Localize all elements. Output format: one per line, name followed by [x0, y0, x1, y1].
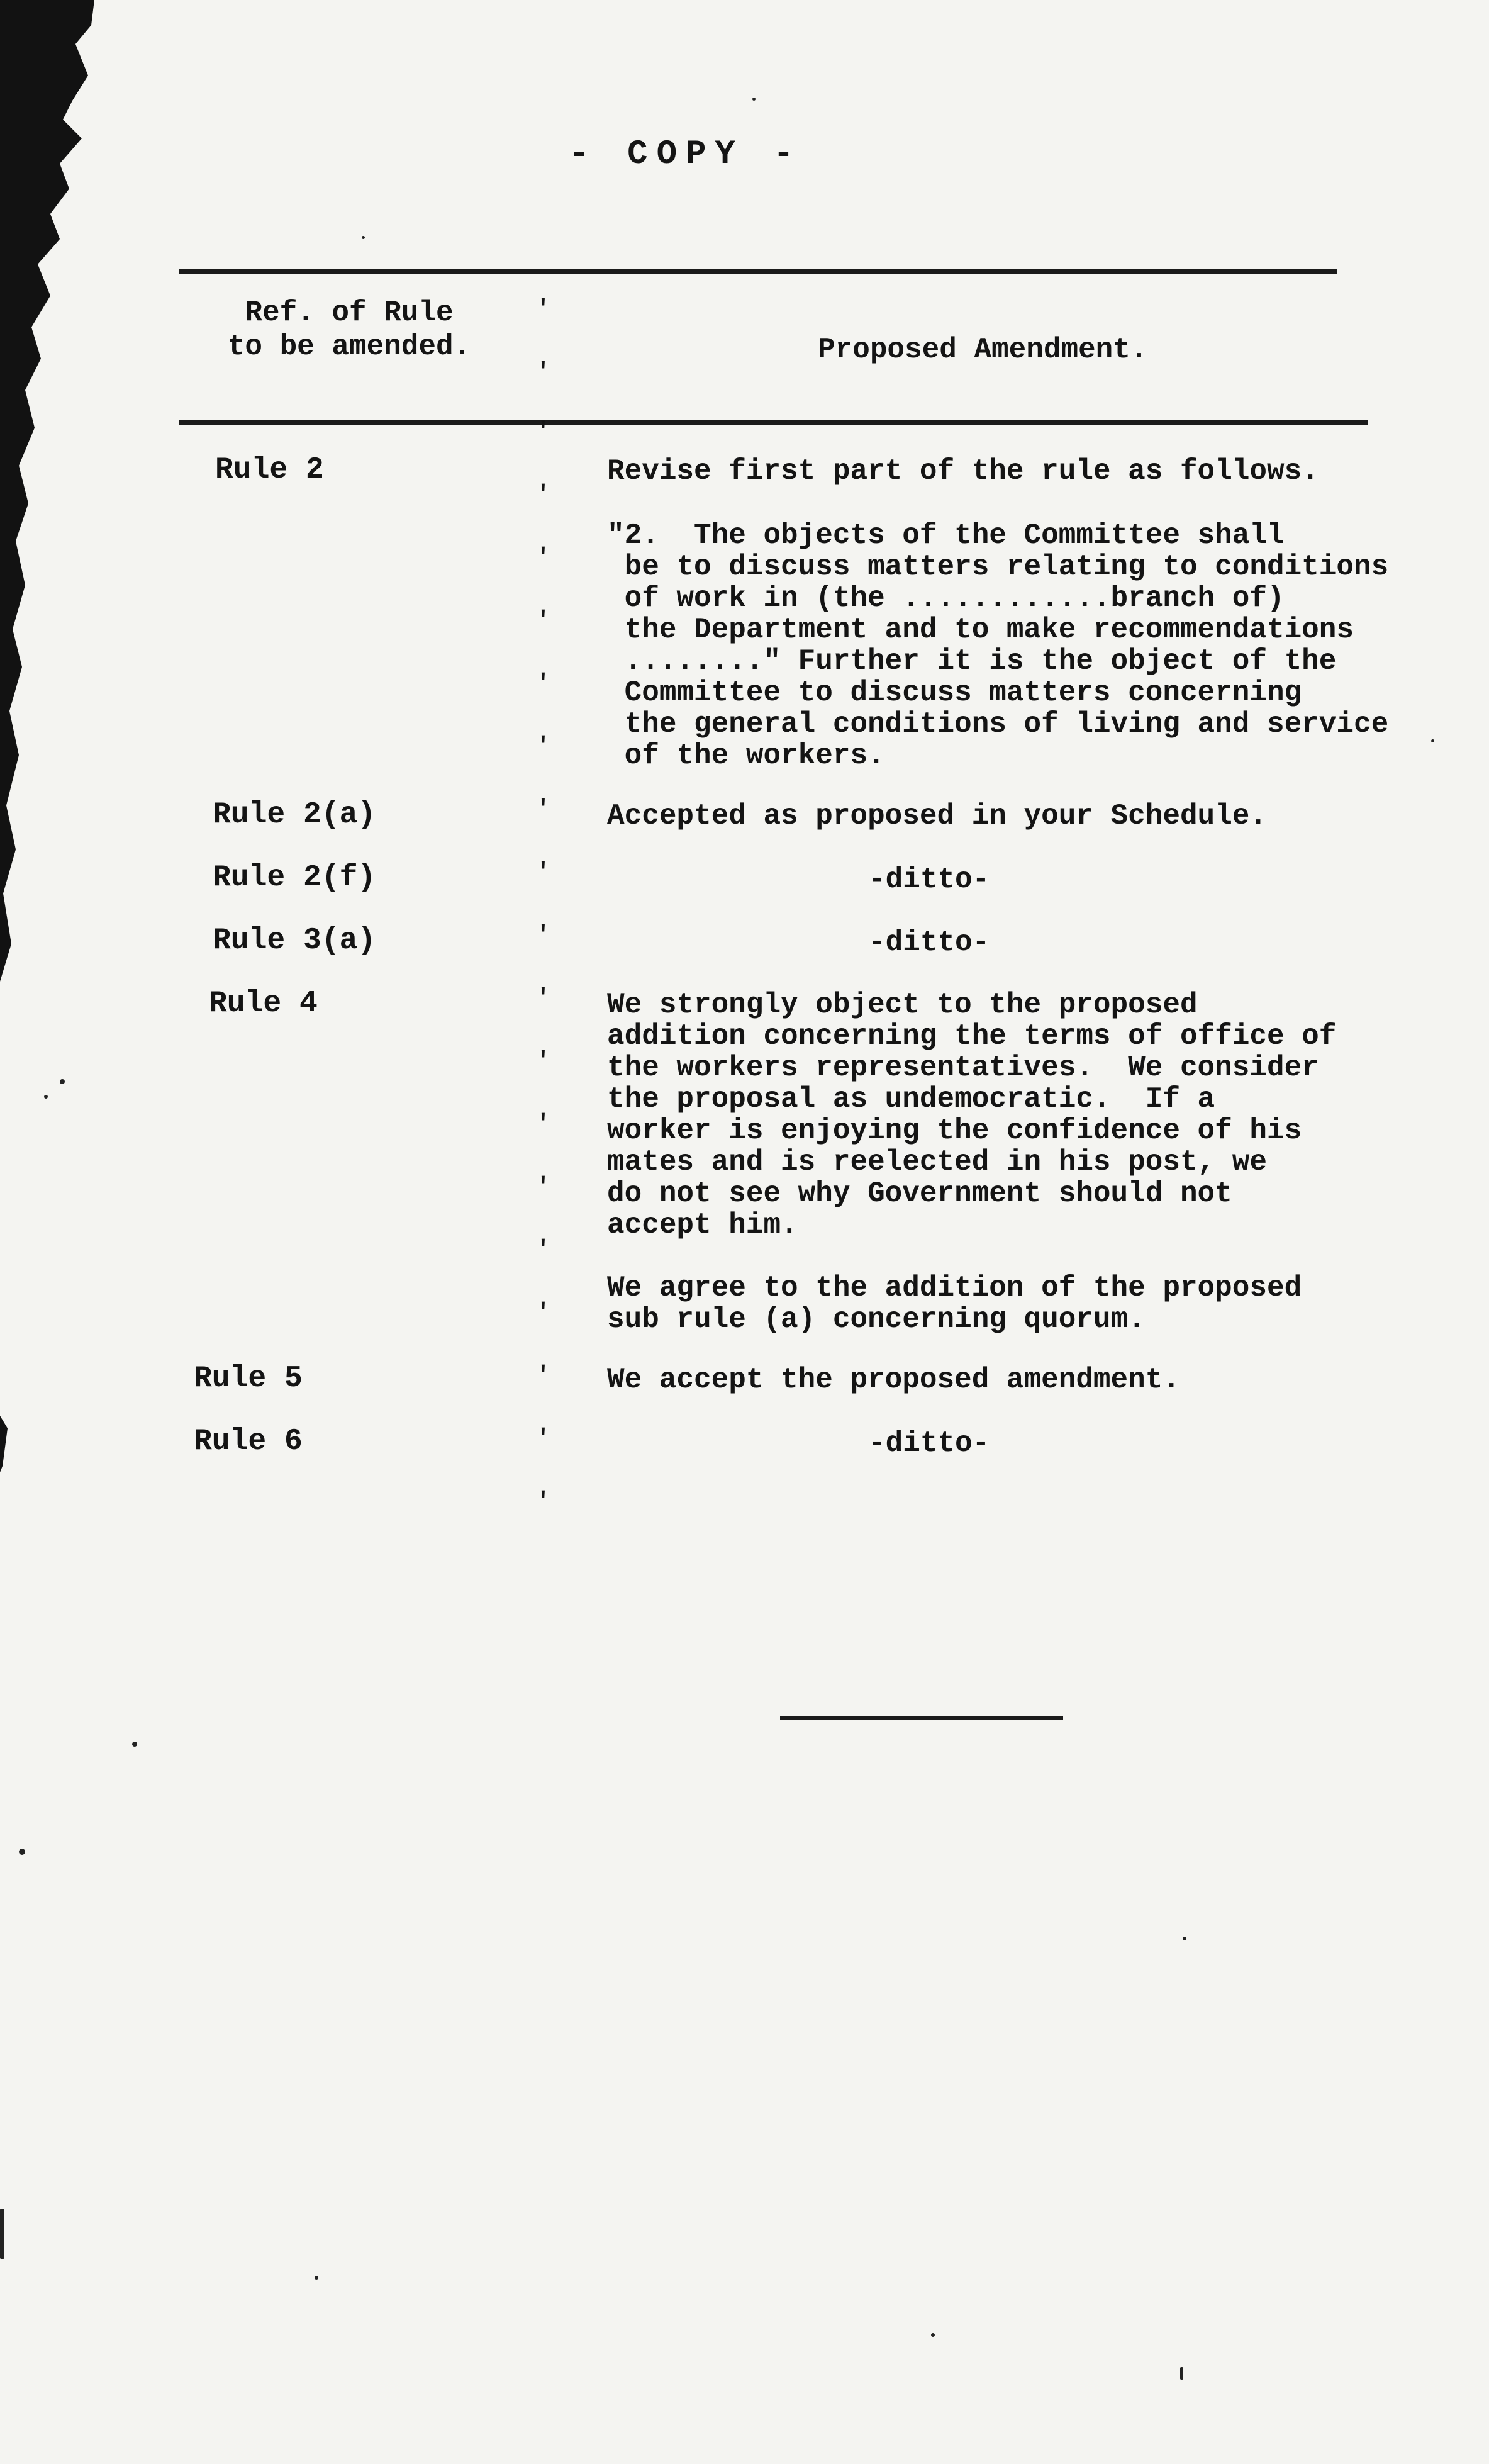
- ditto-mark: -ditto-: [868, 1427, 990, 1460]
- column-separator: ': [536, 670, 550, 697]
- amendment-text: of the workers.: [607, 739, 885, 772]
- amendment-text: the proposal as undemocratic. If a: [607, 1083, 1215, 1116]
- speck: [1183, 1937, 1186, 1940]
- amendment-text: accept him.: [607, 1209, 798, 1241]
- column-separator: ': [536, 296, 550, 323]
- column-separator: ': [536, 1173, 550, 1201]
- column-separator: ': [536, 1299, 550, 1326]
- amendment-text: mates and is reelected in his post, we: [607, 1146, 1267, 1179]
- amendment-text: Committee to discuss matters concerning: [607, 676, 1302, 709]
- amendment-text: of work in (the ............branch of): [607, 582, 1285, 615]
- column-separator: ': [536, 544, 550, 571]
- amendment-text: worker is enjoying the confidence of his: [607, 1114, 1302, 1147]
- speck: [931, 2333, 935, 2337]
- column-separator: ': [536, 607, 550, 634]
- column-separator: ': [536, 1425, 550, 1452]
- amendment-text: ........" Further it is the object of the: [607, 645, 1337, 678]
- speck: [362, 236, 365, 239]
- rule-ref-5: Rule 5: [194, 1362, 303, 1396]
- column-separator: ': [536, 859, 550, 886]
- amendment-text: "2. The objects of the Committee shall: [607, 519, 1285, 552]
- column-separator: ': [536, 1048, 550, 1075]
- column-separator: ': [536, 359, 550, 386]
- amendment-text: We strongly object to the proposed: [607, 988, 1198, 1021]
- column-separator: ': [536, 1362, 550, 1389]
- column-separator: ': [536, 733, 550, 760]
- amendment-text: the general conditions of living and service: [607, 708, 1389, 741]
- speck: [60, 1079, 65, 1084]
- column-separator: ': [536, 796, 550, 823]
- amendment-text: sub rule (a) concerning quorum.: [607, 1303, 1146, 1336]
- speck: [752, 98, 756, 101]
- ref-column-header: [214, 296, 484, 364]
- rule-ref-4: Rule 4: [209, 987, 318, 1021]
- speck: [315, 2276, 318, 2280]
- column-separator: ': [536, 1236, 550, 1263]
- amendment-text: We agree to the addition of the proposed: [607, 1272, 1302, 1304]
- rule-ref-3a: Rule 3(a): [213, 924, 376, 958]
- torn-page-edge: [0, 0, 107, 1510]
- header-bottom-rule: [179, 420, 1368, 425]
- rule-ref-2: Rule 2: [215, 453, 324, 487]
- ref-header-line-1: Ref. of Rule: [245, 296, 454, 329]
- ditto-mark: -ditto-: [868, 926, 990, 959]
- amendment-text: We accept the proposed amendment.: [607, 1364, 1180, 1396]
- ditto-mark: -ditto-: [868, 863, 990, 896]
- column-separator: ': [536, 418, 550, 445]
- column-separator: ': [536, 1111, 550, 1138]
- speck: [1180, 2367, 1183, 2380]
- column-separator: ': [536, 481, 550, 508]
- rule-ref-6: Rule 6: [194, 1425, 303, 1459]
- speck: [19, 1849, 25, 1855]
- rule-ref-2f: Rule 2(f): [213, 861, 376, 895]
- speck: [0, 2209, 4, 2259]
- amendment-column-header: Proposed Amendment.: [818, 333, 1148, 366]
- top-rule: [179, 269, 1337, 274]
- speck: [132, 1742, 137, 1747]
- ref-header-line-2: to be amended.: [227, 330, 471, 363]
- closing-rule: [780, 1716, 1063, 1720]
- speck: [44, 1095, 48, 1099]
- amendment-text: the Department and to make recommendations: [607, 613, 1354, 646]
- column-separator: ': [536, 985, 550, 1012]
- rule-ref-2a: Rule 2(a): [213, 798, 376, 832]
- amendment-text: do not see why Government should not: [607, 1177, 1232, 1210]
- amendment-text: be to discuss matters relating to conditions: [607, 551, 1389, 583]
- copy-mark: - COPY -: [569, 135, 803, 174]
- amendment-text: the workers representatives. We consider: [607, 1051, 1319, 1084]
- amendment-text: Accepted as proposed in your Schedule.: [607, 800, 1267, 832]
- column-separator: ': [536, 922, 550, 949]
- amendment-text: addition concerning the terms of office of: [607, 1020, 1337, 1053]
- column-separator: ': [536, 1488, 550, 1515]
- amendment-text: Revise first part of the rule as follows.: [607, 455, 1319, 488]
- speck: [1431, 739, 1434, 742]
